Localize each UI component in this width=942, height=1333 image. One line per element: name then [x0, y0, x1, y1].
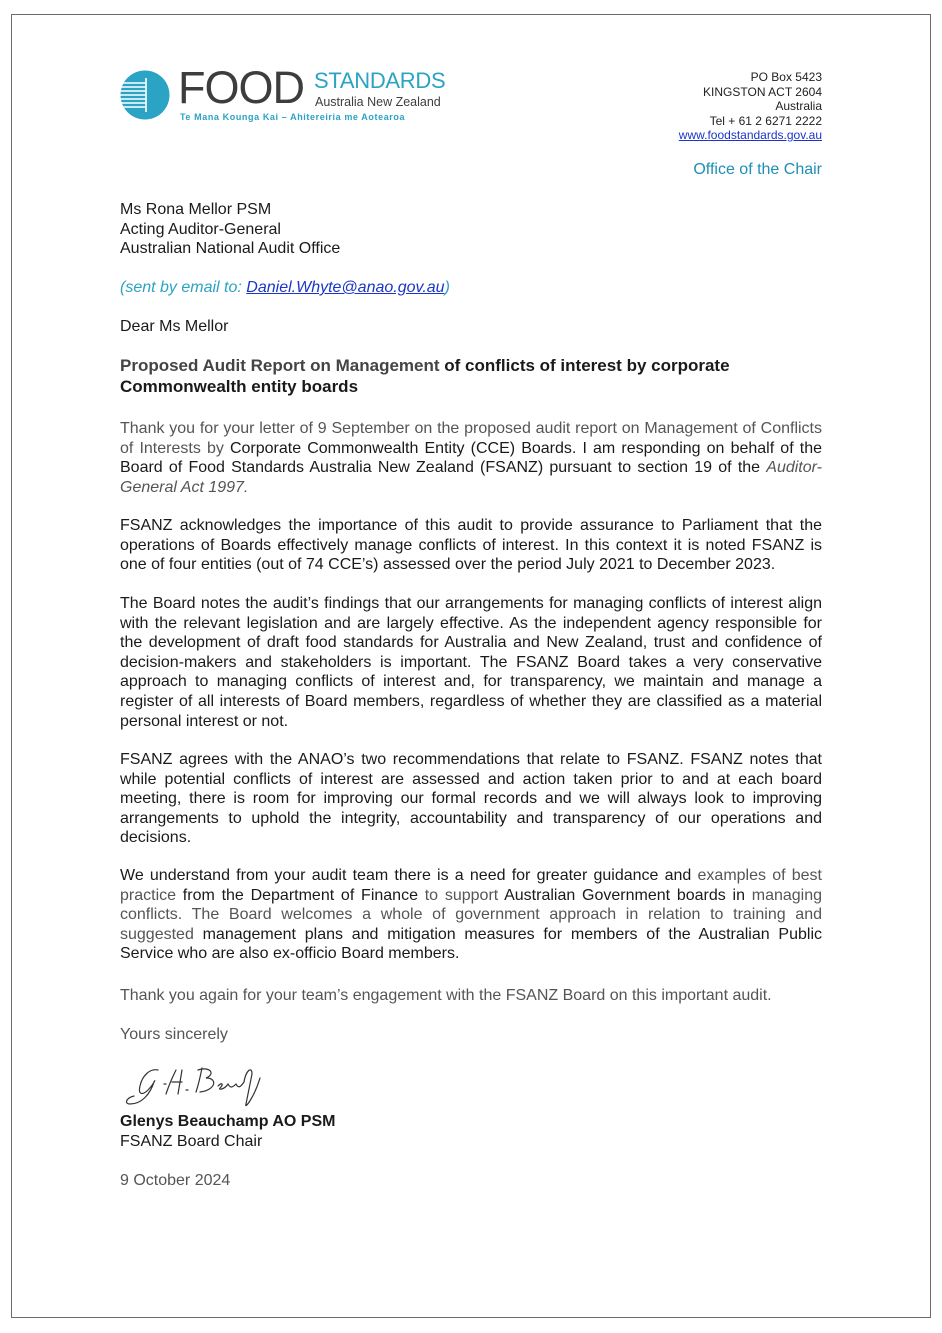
- paragraph-1-b: Corporate Commonwealth Entity (CCE) Boards. I am responding on behalf of the Board of Food Standards Australia New Zealand (FSANZ) pursuant to section 19 of the: [120, 439, 822, 477]
- closing: Yours sincerely: [120, 1026, 228, 1043]
- paragraph-3: The Board notes the audit’s findings that our arrangements for managing conflicts of interest align with the relevant legislation and are largely effective. As the independent agency responsible for the development of draft food standards for Australia and New Zealand, trust and confidence of decision-makers and stakeholders is important. The FSANZ Board takes a very conservative approach to managing conflicts of interest and, for transparency, we maintain and manage a register of all interests of Board members, regardless of whether they are classified as a material personal interest or not.: [120, 595, 822, 730]
- paragraph-5-a: We understand from your audit team there is a need for greater guidance and: [120, 867, 692, 884]
- subject-part-2: of conflicts of interest by corporate Commonwealth entity boards: [120, 356, 730, 396]
- paragraph-1-a: Thank you for your letter of 9 September on the proposed audit report on Management of Conflicts of Interests by: [120, 420, 822, 457]
- sent-by-email-note: [120, 278, 822, 298]
- recipient-name: Ms Rona Mellor PSM: [120, 201, 272, 218]
- signatory-name: Glenys Beauchamp AO PSM: [120, 1113, 336, 1130]
- logo-food-text: FOOD: [178, 62, 304, 113]
- fsanz-logo-icon: [120, 70, 170, 120]
- sent-prefix: (sent by email to:: [120, 279, 247, 296]
- address-line: KINGSTON ACT 2604: [703, 84, 822, 99]
- logo-anz-text: Australia New Zealand: [315, 95, 441, 109]
- sent-suffix: ): [444, 279, 450, 296]
- address-line: PO Box 5423: [750, 70, 822, 84]
- logo-standards-text: STANDARDS: [314, 68, 446, 93]
- logo-maori-text: Te Mana Kounga Kai – Ahitereiria me Aotearoa: [180, 112, 406, 122]
- salutation: Dear Ms Mellor: [120, 318, 229, 335]
- recipient-block: [120, 200, 822, 259]
- paragraph-5-g: management plans and mitigation measures for members of the Australian Public Service who are also ex-officio Board members.: [120, 925, 822, 963]
- paragraph-2: FSANZ acknowledges the importance of this audit to provide assurance to Parliament that the operations of Boards effectively manage conflicts of interest. In this context it is noted FSANZ is one of four entities (out of 74 CCE’s) assessed over the period July 2021 to December 2023.: [120, 517, 822, 574]
- subject-heading: [120, 356, 822, 397]
- paragraph-5-f: managing conflicts. The Board welcomes a whole of government approach in relation to training and suggested: [120, 886, 823, 943]
- subject-part-1: Proposed Audit Report on Management: [120, 356, 440, 375]
- office-label: Office of the Chair: [693, 161, 822, 178]
- address-phone: Tel + 61 2 6271 2222: [709, 113, 822, 128]
- address-line: Australia: [775, 99, 822, 113]
- paragraph-5-c: from the Department of Finance: [176, 886, 418, 904]
- paragraph-1: [120, 419, 822, 497]
- email-link[interactable]: Daniel.Whyte@anao.gov.au: [246, 279, 445, 296]
- sender-address: [679, 70, 822, 143]
- letter-date: 9 October 2024: [120, 1172, 231, 1189]
- paragraph-1-act: Auditor-General Act 1997.: [120, 459, 822, 496]
- paragraph-5-e: Australian Government boards in: [498, 886, 745, 904]
- paragraph-4: FSANZ agrees with the ANAO’s two recommendations that relate to FSANZ. FSANZ notes that while potential conflicts of interest are assessed and action taken prior to and at each board meeting, there is room for improving our formal records and we will always look to improving arrangements to uphold the integrity, accountability and transparency of our operations and decisions.: [120, 751, 822, 847]
- signature-image: [120, 1060, 270, 1110]
- paragraph-5-b: examples of best practice: [120, 867, 822, 904]
- signatory-title: FSANZ Board Chair: [120, 1133, 263, 1150]
- paragraph-5-d: to support: [417, 886, 499, 904]
- recipient-title: Acting Auditor-General: [120, 220, 281, 238]
- paragraph-6: Thank you again for your team’s engagement with the FSANZ Board on this important audit.: [120, 987, 772, 1004]
- recipient-org: Australian National Audit Office: [120, 240, 341, 258]
- website-link[interactable]: www.foodstandards.gov.au: [678, 128, 822, 142]
- fsanz-logo: [120, 62, 460, 130]
- paragraph-5: [120, 866, 822, 964]
